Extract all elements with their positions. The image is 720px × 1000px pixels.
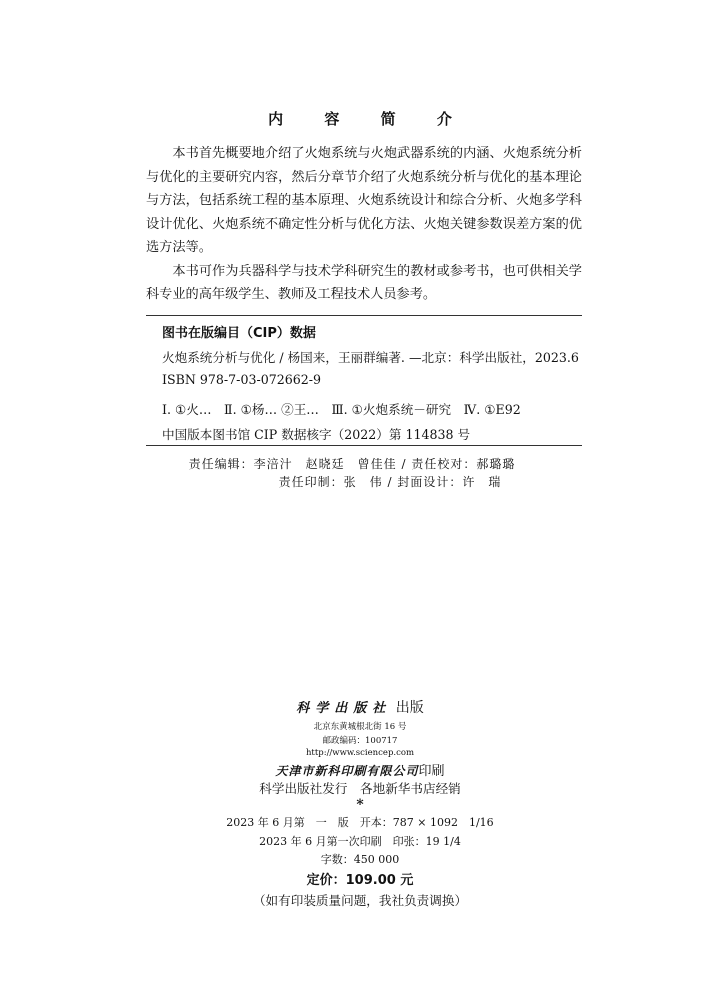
- edition-line-1: 2023 年 6 月第 一 版 开本：787 × 1092 1/16: [226, 816, 494, 829]
- printer-name: 天津市新科印刷有限公司: [275, 764, 419, 778]
- word-count: 字数：450 000: [320, 853, 400, 866]
- cip-subject-index: Ⅰ. ①火… Ⅱ. ①杨… ②王… Ⅲ. ①火炮系统－研究 Ⅳ. ①E92: [162, 402, 521, 417]
- editor-credits: 责任编辑：李涪汁 赵晓廷 曾佳佳 / 责任校对：郝璐璐: [188, 457, 516, 471]
- cip-title-line: 火炮系统分析与优化 / 杨国来，王丽群编著. —北京：科学出版社，2023.6: [162, 350, 579, 365]
- quality-note: （如有印装质量问题，我社负责调换）: [252, 893, 468, 908]
- price: 定价：109.00 元: [306, 873, 414, 888]
- edition-line-2: 2023 年 6 月第一次印刷 印张：19 1/4: [259, 835, 461, 848]
- separator-star: *: [356, 797, 364, 813]
- cip-record-number: 中国版本图书馆 CIP 数据核字（2022）第 114838 号: [162, 427, 471, 442]
- cip-top-rule: [146, 315, 582, 316]
- publisher-suffix: 出版: [395, 700, 424, 716]
- publisher-url: http://www.sciencep.com: [305, 748, 415, 758]
- cip-isbn: ISBN 978-7-03-072662-9: [162, 372, 322, 387]
- summary-text: [146, 142, 582, 307]
- summary-title: 内 容 简 介: [268, 110, 470, 128]
- publisher-address: 北京东黄城根北街 16 号: [313, 722, 407, 732]
- cip-bottom-rule: [146, 445, 582, 446]
- printer-suffix: 印刷: [418, 764, 445, 779]
- production-credits: 责任印制：张 伟 / 封面设计：许 瑞: [278, 475, 502, 489]
- summary-paragraph-1: 本书首先概要地介绍了火炮系统与火炮武器系统的内涵、火炮系统分析与优化的主要研究内容，然后分章节介绍了火炮系统分析与优化的基本理论与方法，包括系统工程的基本原理、火炮系统设计和综合分析、火炮多学科设计优化、火炮系统不确定性分析与优化方法、火炮关键参数误差方案的优选方法等。: [146, 146, 582, 255]
- publisher-postal-code: 邮政编码：100717: [322, 736, 398, 746]
- cip-heading: 图书在版编目（CIP）数据: [162, 326, 316, 341]
- publisher-logo-text: 科学出版社: [296, 701, 392, 716]
- distribution-line: 科学出版社发行 各地新华书店经销: [259, 781, 461, 796]
- publisher-line: [0, 697, 720, 717]
- printer-line: [0, 760, 720, 779]
- summary-paragraph-2: 本书可作为兵器科学与技术学科研究生的教材或参考书，也可供相关学科专业的高年级学生、教师及工程技术人员参考。: [146, 263, 582, 302]
